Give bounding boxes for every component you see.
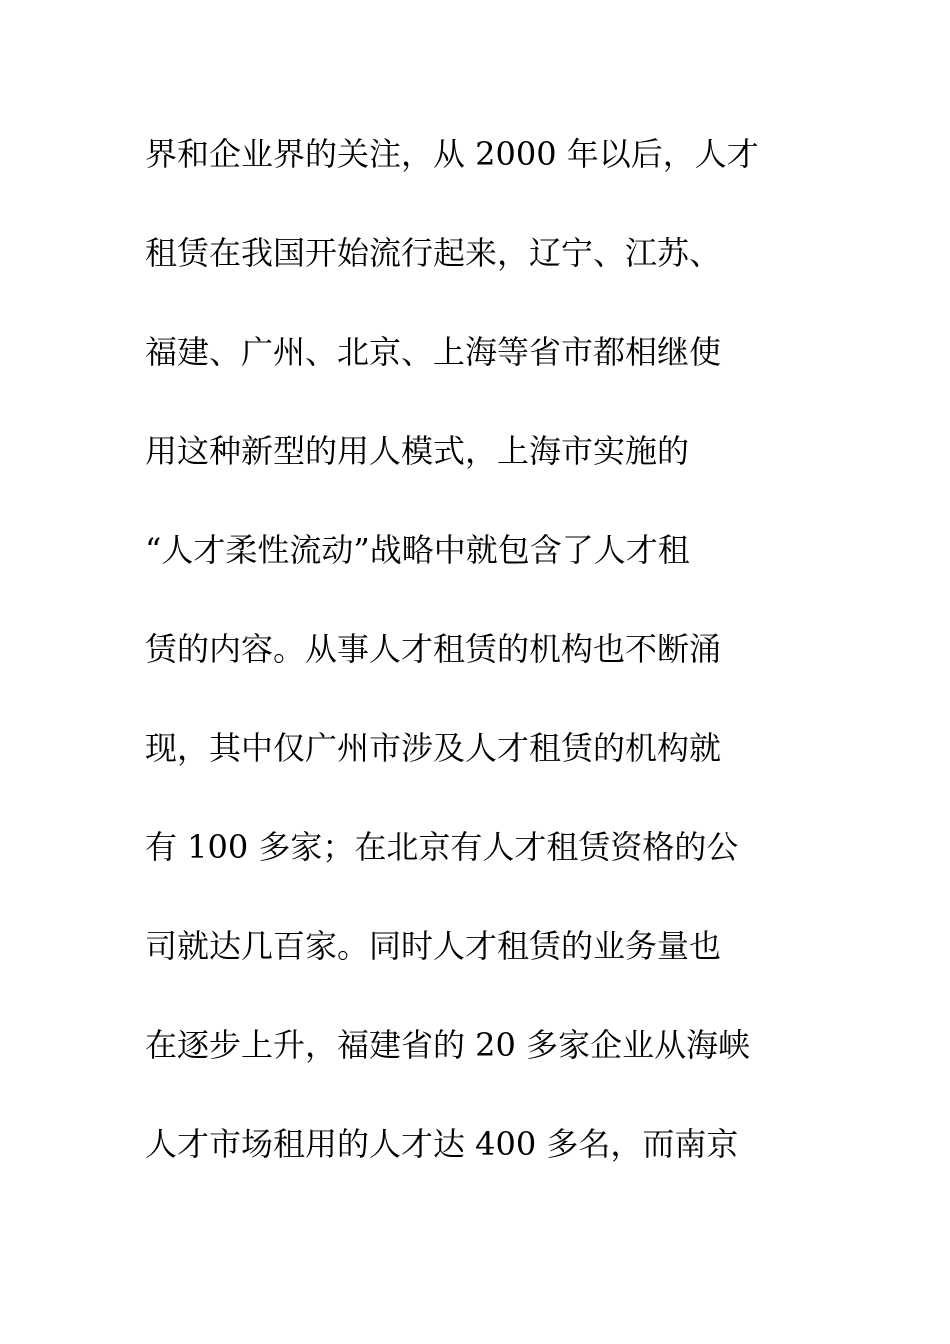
text-line-5: “人才柔性流动”战略中就包含了人才租 bbox=[145, 531, 690, 569]
text-line-8: 有 100 多家；在北京有人才租赁资格的公 bbox=[145, 828, 739, 866]
text-line-7: 现，其中仅广州市涉及人才租赁的机构就 bbox=[145, 729, 722, 767]
text-line-10: 在逐步上升，福建省的 20 多家企业从海峡 bbox=[145, 1026, 751, 1064]
text-line-6: 赁的内容。从事人才租赁的机构也不断涌 bbox=[145, 630, 722, 668]
text-line-3: 福建、广州、北京、上海等省市都相继使 bbox=[145, 333, 722, 371]
text-line-11: 人才市场租用的人才达 400 多名，而南京 bbox=[145, 1125, 739, 1163]
text-line-4: 用这种新型的用人模式，上海市实施的 bbox=[145, 432, 690, 470]
body-text bbox=[145, 124, 825, 1213]
text-line-1: 界和企业界的关注，从 2000 年以后，人才 bbox=[145, 135, 759, 173]
text-line-2: 租赁在我国开始流行起来，辽宁、江苏、 bbox=[145, 234, 722, 272]
text-line-9: 司就达几百家。同时人才租赁的业务量也 bbox=[145, 927, 722, 965]
